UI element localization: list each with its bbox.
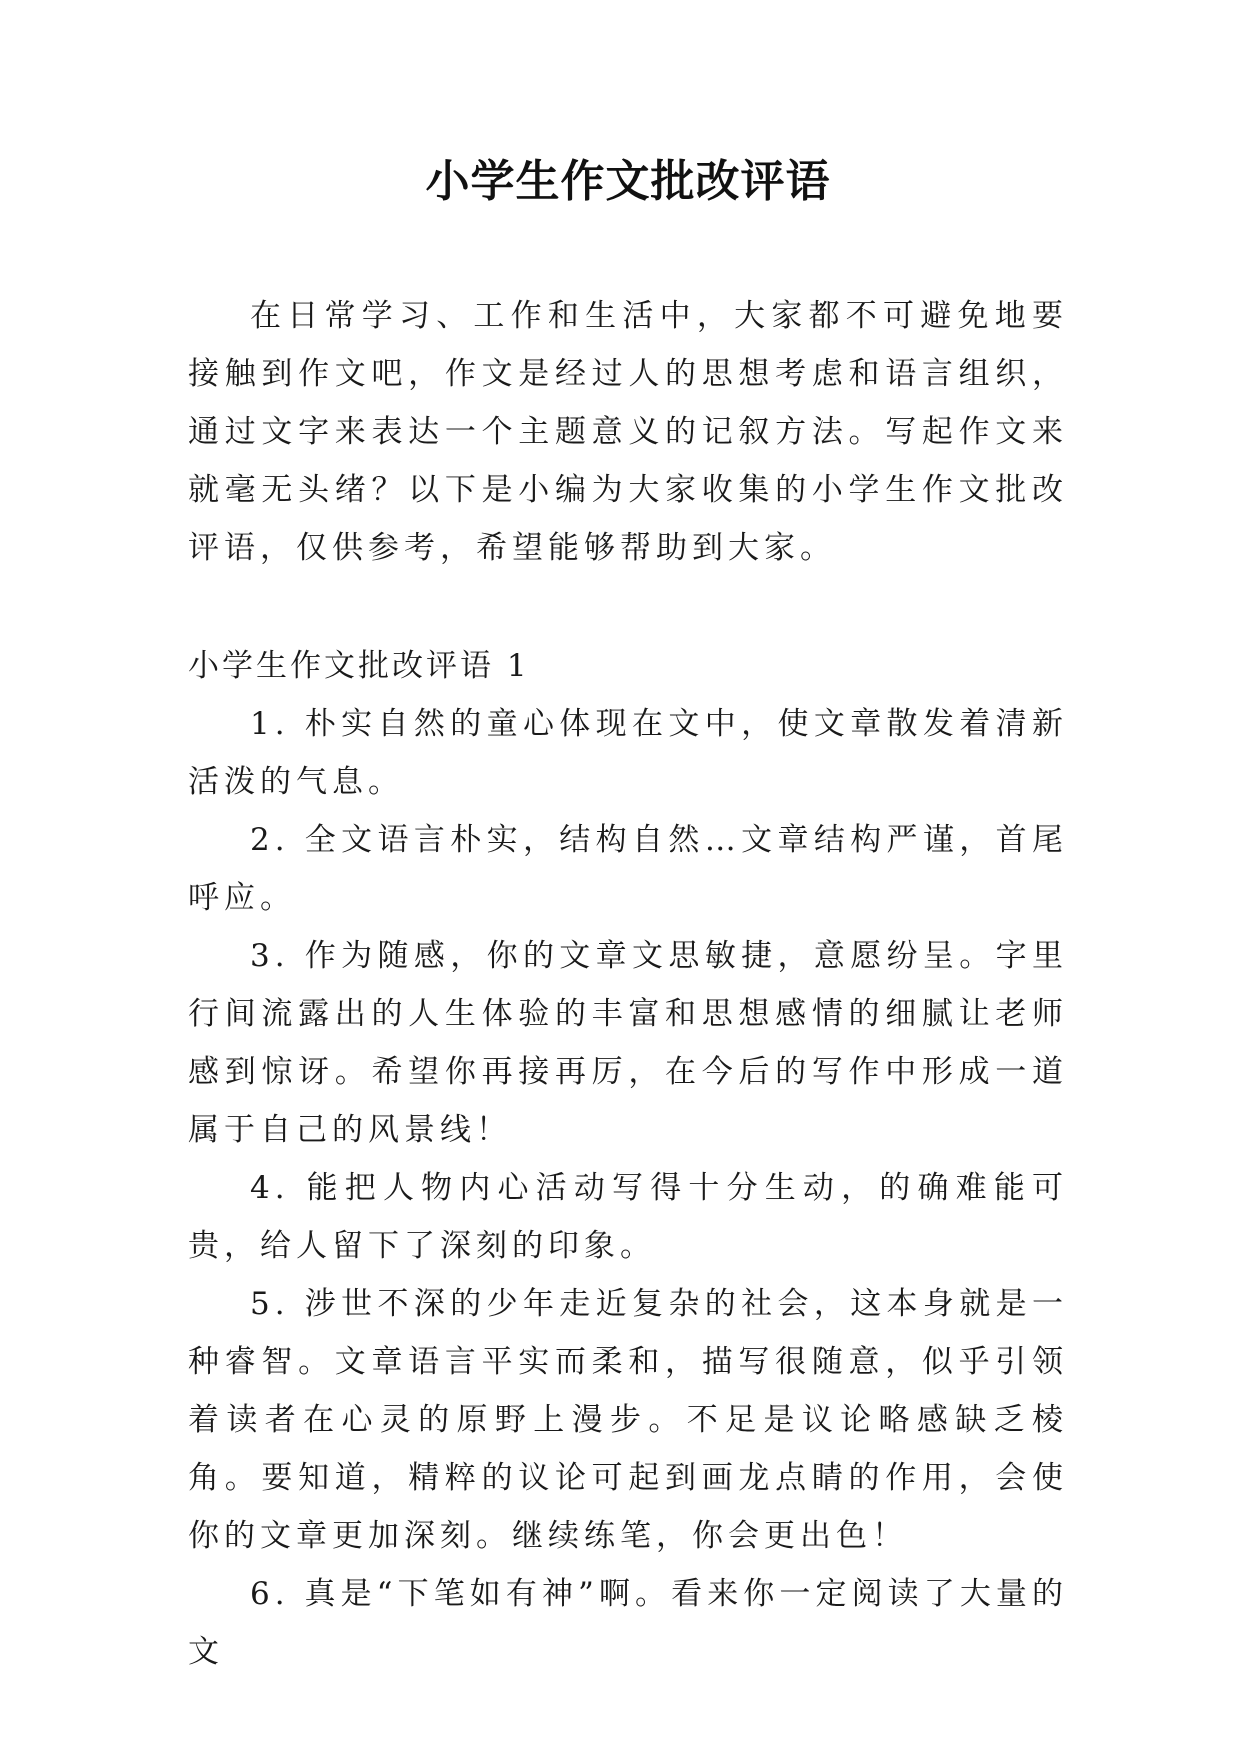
- comment-item-5: 5. 涉世不深的少年走近复杂的社会，这本身就是一种睿智。文章语言平实而柔和，描写很随意，似乎引领着读者在心灵的原野上漫步。不足是议论略感缺乏棱角。要知道，精粹的议论可起到画龙点睛的作用，会使你的文章更加深刻。继续练笔，你会更出色！: [188, 1286, 1068, 1554]
- comment-item-1: 1. 朴实自然的童心体现在文中，使文章散发着清新活泼的气息。: [188, 706, 1068, 800]
- comments-section: [188, 637, 1068, 1681]
- document-title: 小学生作文批改评语: [425, 156, 831, 207]
- comment-item-4: 4. 能把人物内心活动写得十分生动，的确难能可贵，给人留下了深刻的印象。: [188, 1170, 1068, 1264]
- comment-item-2: 2. 全文语言朴实，结构自然…文章结构严谨，首尾呼应。: [188, 822, 1068, 916]
- comment-item-3: 3. 作为随感，你的文章文思敏捷，意愿纷呈。字里行间流露出的人生体验的丰富和思想感情的细腻让老师感到惊讶。希望你再接再厉，在今后的写作中形成一道属于自己的风景线！: [188, 938, 1068, 1148]
- comment-item-6: 6. 真是“下笔如有神”啊。看来你一定阅读了大量的文: [188, 1576, 1068, 1670]
- section-heading: 小学生作文批改评语 1: [188, 648, 530, 684]
- intro-section: [188, 287, 1068, 577]
- intro-paragraph: 在日常学习、工作和生活中，大家都不可避免地要接触到作文吧，作文是经过人的思想考虑和语言组织，通过文字来表达一个主题意义的记叙方法。写起作文来就毫无头绪？以下是小编为大家收集的小学生作文批改评语，仅供参考，希望能够帮助到大家。: [188, 298, 1068, 566]
